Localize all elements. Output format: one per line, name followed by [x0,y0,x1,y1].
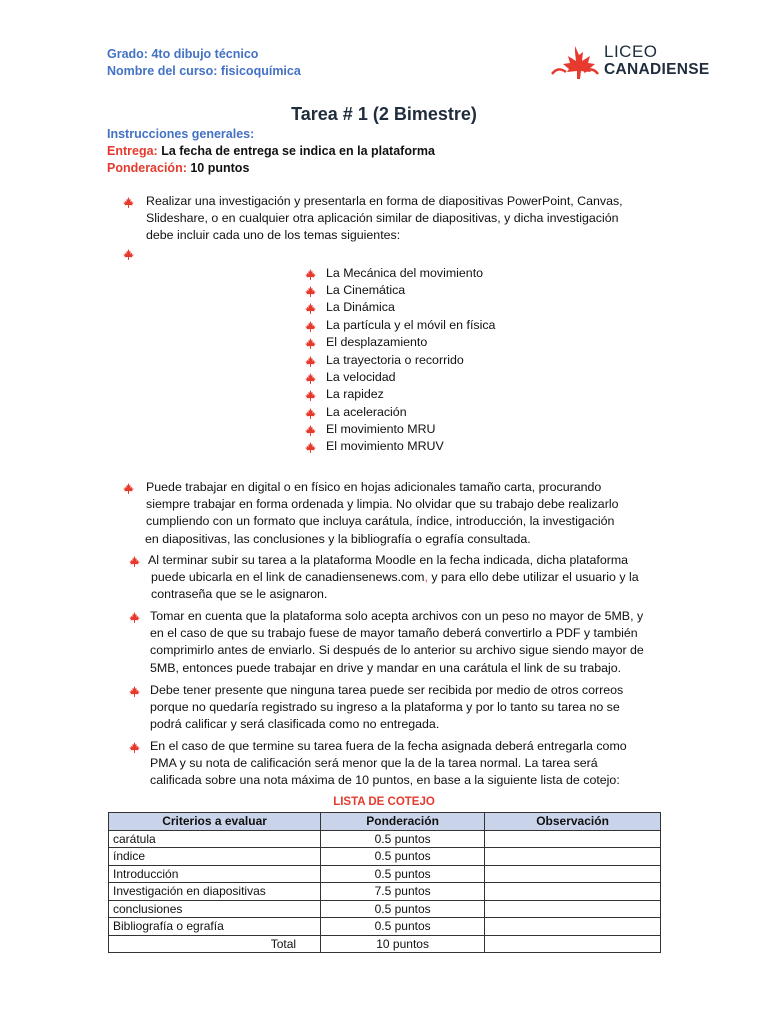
observation-cell [485,918,661,936]
topic-item: La Cinemática [326,283,406,297]
criteria-cell: carátula [109,830,321,848]
checklist-title: LISTA DE COTEJO [333,796,435,808]
topic-item: El desplazamiento [326,335,428,349]
weight-cell: 0.5 puntos [321,900,485,918]
course-line [107,64,301,78]
weight-cell: 0.5 puntos [321,848,485,866]
paragraph-3-link-text: puede ubicarla en el link de canadiensenews.com [151,570,425,585]
paragraph-3-line: contraseña que se le asignaron. [151,587,328,602]
school-logo [548,42,708,84]
total-label: Total [109,935,321,953]
paragraph-6 [150,738,627,790]
maple-leaf-bullet-icon [305,390,316,401]
table-row [109,865,661,883]
paragraph-6-line: En el caso de que termine su tarea fuera de la fecha asignada deberá entregarla como [150,739,627,753]
topic-item: La rapidez [326,387,384,401]
total-value: 10 puntos [321,935,485,953]
maple-leaf-bullet-icon [305,425,316,436]
weight-cell: 0.5 puntos [321,830,485,848]
instructions-heading: Instrucciones generales: [107,127,255,141]
paragraph-5-line: Debe tener presente que ninguna tarea puede ser recibida por medio de otros correos [150,683,624,697]
paragraph-5-line: podrá calificar y será clasificada como no entregada. [150,717,440,732]
maple-leaf-bullet-icon [305,373,316,384]
paragraph-4-line: comprimirlo antes de enviarlo. Si después de lo anterior su archivo sigue siendo mayor de [150,643,644,658]
observation-cell [485,935,661,953]
topic-item: El movimiento MRU [326,422,436,436]
observation-cell [485,848,661,866]
maple-leaf-bullet-icon [305,442,316,453]
logo-text-bottom: CANADIENSE [604,61,710,78]
maple-leaf-bullet-icon [305,338,316,349]
weight-cell: 0.5 puntos [321,918,485,936]
paragraph-4-line: Tomar en cuenta que la plataforma solo acepta archivos con un peso no mayor de 5MB, y [150,609,644,623]
criteria-cell: Introducción [109,865,321,883]
paragraph-6-line: calificada sobre una nota máxima de 10 puntos, en base a la siguiente lista de cotejo: [150,773,620,788]
paragraph-1-line: Slideshare, o en cualquier otra aplicación similar de diapositivas, y dicha investigación [146,211,619,226]
maple-leaf-bullet-icon [129,612,140,623]
table-row [109,900,661,918]
paragraph-1 [146,193,623,245]
paragraph-2-line: Puede trabajar en digital o en físico en hojas adicionales tamaño carta, procurando [146,480,602,494]
maple-leaf-bullet-icon [305,303,316,314]
paragraph-3 [148,552,639,604]
weight-line [107,161,249,175]
weight-cell: 7.5 puntos [321,883,485,901]
checklist-table [108,812,661,953]
weight-label: Ponderación: [107,161,187,175]
paragraph-5 [150,682,623,734]
grade-label: Grado: [107,47,148,61]
weight-cell: 0.5 puntos [321,865,485,883]
topic-item: La velocidad [326,370,396,384]
column-header: Criterios a evaluar [109,813,321,831]
table-row [109,918,661,936]
paragraph-2 [146,479,618,548]
column-header: Ponderación [321,813,485,831]
page-title: Tarea # 1 (2 Bimestre) [291,104,477,124]
paragraph-4-line: 5MB, entonces puede trabajar en drive y mandar en una carátula el link de su trabajo. [150,660,622,675]
table-total-row [109,935,661,953]
maple-leaf-bullet-icon [123,483,134,494]
criteria-cell: Investigación en diapositivas [109,883,321,901]
criteria-cell: Bibliografía o egrafía [109,918,321,936]
course-label: Nombre del curso: [107,64,218,78]
table-header-row [109,813,661,831]
paragraph-6-line: PMA y su nota de calificación será menor que la de la tarea normal. La tarea será [150,756,598,771]
delivery-line [107,144,435,158]
paragraph-2-line: en diapositivas, las conclusiones y la bibliografía o egrafía consultada. [145,531,531,546]
maple-leaf-bullet-icon [129,556,140,567]
delivery-value: La fecha de entrega se indica en la plataforma [161,144,435,158]
maple-leaf-bullet-icon [305,269,316,280]
delivery-label: Entrega: [107,144,158,158]
paragraph-1-line: Realizar una investigación y presentarla en forma de diapositivas PowerPoint, Canvas, [146,194,623,208]
criteria-cell: índice [109,848,321,866]
paragraph-1-line: debe incluir cada uno de los temas siguientes: [146,228,401,243]
observation-cell [485,883,661,901]
maple-leaf-bullet-icon [129,742,140,753]
maple-leaf-logo-icon [548,44,602,80]
maple-leaf-bullet-icon [123,197,134,208]
table-row [109,848,661,866]
criteria-cell: conclusiones [109,900,321,918]
observation-cell [485,900,661,918]
observation-cell [485,830,661,848]
logo-text-top: LICEO [604,42,658,61]
table-row [109,883,661,901]
paragraph-4-line: en el caso de que su trabajo fuese de mayor tamaño deberá convertirlo a PDF y también [150,626,638,641]
table-row [109,830,661,848]
topic-item: La partícula y el móvil en física [326,318,496,332]
maple-leaf-bullet-icon [305,408,316,419]
grade-value: 4to dibujo técnico [151,47,259,61]
paragraph-5-line: porque no quedaría registrado su ingreso a la plataforma y por lo tanto su tarea no se [150,700,620,715]
maple-leaf-bullet-icon [129,686,140,697]
weight-value: 10 puntos [190,161,250,175]
paragraph-3-rest: y para ello debe utilizar el usuario y la [427,570,639,585]
maple-leaf-bullet-icon [305,286,316,297]
paragraph-3-line [151,569,639,586]
column-header: Observación [485,813,661,831]
paragraph-2-line: siempre trabajar en forma ordenada y limpia. No olvidar que su trabajo debe realizarlo [146,497,619,512]
maple-leaf-bullet-icon [123,249,134,260]
paragraph-3-line: Al terminar subir su tarea a la plataforma Moodle en la fecha indicada, dicha plataforma [148,553,629,567]
paragraph-3-comma: , [424,570,428,585]
topic-item: La aceleración [326,405,407,419]
topic-item: La Mecánica del movimiento [326,266,484,280]
maple-leaf-bullet-icon [305,321,316,332]
observation-cell [485,865,661,883]
topic-item: La trayectoria o recorrido [326,353,464,367]
topic-item: La Dinámica [326,300,395,314]
paragraph-2-line: cumpliendo con un formato que incluya carátula, índice, introducción, la investigación [146,514,615,529]
paragraph-4 [150,608,644,677]
course-value: fisicoquímica [220,64,301,78]
topic-item: El movimiento MRUV [326,439,444,453]
grade-line [107,47,258,61]
maple-leaf-bullet-icon [305,356,316,367]
